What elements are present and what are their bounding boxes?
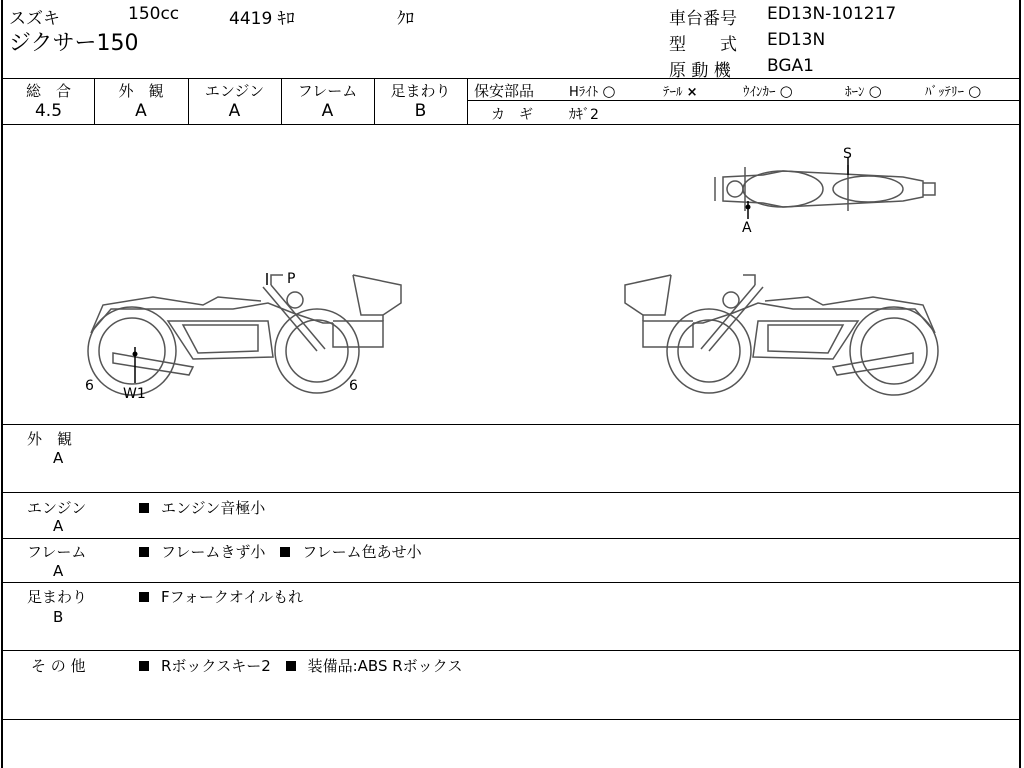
- type-label: 型 式: [669, 35, 737, 55]
- safety-item-battery: ﾊﾞｯﾃﾘｰ ○: [925, 82, 982, 100]
- model-name: ジクサー150: [9, 31, 139, 56]
- type-value: ED13N: [767, 30, 826, 50]
- safety-item-headlight: Hﾗｲﾄ ○: [569, 82, 616, 100]
- remark-other-label: そ の 他: [31, 657, 86, 675]
- inspection-sheet: [1, 0, 1021, 768]
- engine-model-label: 原 動 機: [669, 61, 731, 81]
- key-label: カ ギ: [491, 107, 533, 123]
- remark-suspension-note: Fフォークオイルもれ: [139, 586, 303, 607]
- exterior-grade: A: [135, 101, 147, 121]
- divider: [3, 582, 1019, 583]
- maker: スズキ: [9, 9, 60, 29]
- divider: [467, 78, 468, 124]
- suspension-grade: B: [414, 101, 427, 121]
- engine-grade: A: [228, 101, 241, 121]
- remark-frame-notes: フレームきず小 フレーム色あせ小: [139, 541, 422, 562]
- divider: [467, 100, 1021, 101]
- damage-mark-a: A: [742, 220, 752, 236]
- engine-label: エンジン: [204, 82, 265, 100]
- divider: [3, 78, 1019, 79]
- remark-frame-label: フレーム: [27, 543, 87, 561]
- damage-mark-6-rear: 6: [349, 378, 358, 394]
- divider: [3, 650, 1019, 651]
- remark-frame-grade: A: [53, 562, 64, 580]
- remark-engine-note: エンジン音極小: [139, 497, 265, 518]
- remark-exterior-label: 外 観: [27, 430, 73, 448]
- damage-mark-w1: W1: [123, 386, 146, 402]
- remark-exterior-grade: A: [53, 449, 64, 467]
- top-view: [715, 157, 935, 219]
- frame-grade: A: [321, 101, 334, 121]
- displacement: 150cc: [128, 4, 180, 24]
- exterior-label: 外 観: [118, 82, 164, 100]
- damage-mark-p: P: [287, 271, 296, 287]
- frame-label: フレーム: [297, 82, 358, 100]
- remark-other-notes: Rボックスキー2 装備品:ABS Rボックス: [139, 655, 463, 676]
- frame-no: ED13N-101217: [767, 4, 897, 24]
- damage-mark-s: S: [843, 146, 852, 162]
- remark-suspension-grade: B: [53, 608, 64, 626]
- suspension-label: 足まわり: [390, 82, 451, 100]
- motorcycle-diagram: [3, 125, 1023, 425]
- safety-label: 保安部品: [474, 82, 535, 100]
- engine-model: BGA1: [767, 56, 814, 76]
- left-side-view: [88, 273, 401, 395]
- damage-mark-6-front: 6: [85, 378, 94, 394]
- mileage: 4419 ｷﾛ: [229, 9, 295, 29]
- overall-label: 総 合: [25, 82, 71, 100]
- right-side-view: [625, 275, 938, 395]
- remark-suspension-label: 足まわり: [27, 588, 88, 606]
- divider: [3, 492, 1019, 493]
- remark-engine-label: エンジン: [27, 499, 87, 517]
- overall-grade: 4.5: [34, 101, 63, 121]
- divider: [3, 719, 1019, 720]
- safety-item-horn: ﾎｰﾝ ○: [845, 82, 882, 100]
- divider: [3, 424, 1019, 425]
- safety-item-tail: ﾃｰﾙ ×: [663, 85, 698, 100]
- divider: [3, 538, 1019, 539]
- color: ｸﾛ: [397, 9, 414, 29]
- key-value: ｶｷﾞ2: [569, 107, 599, 123]
- safety-item-winker: ｳｲﾝｶｰ ○: [743, 82, 793, 100]
- remark-engine-grade: A: [53, 517, 64, 535]
- frame-no-label: 車台番号: [669, 9, 737, 29]
